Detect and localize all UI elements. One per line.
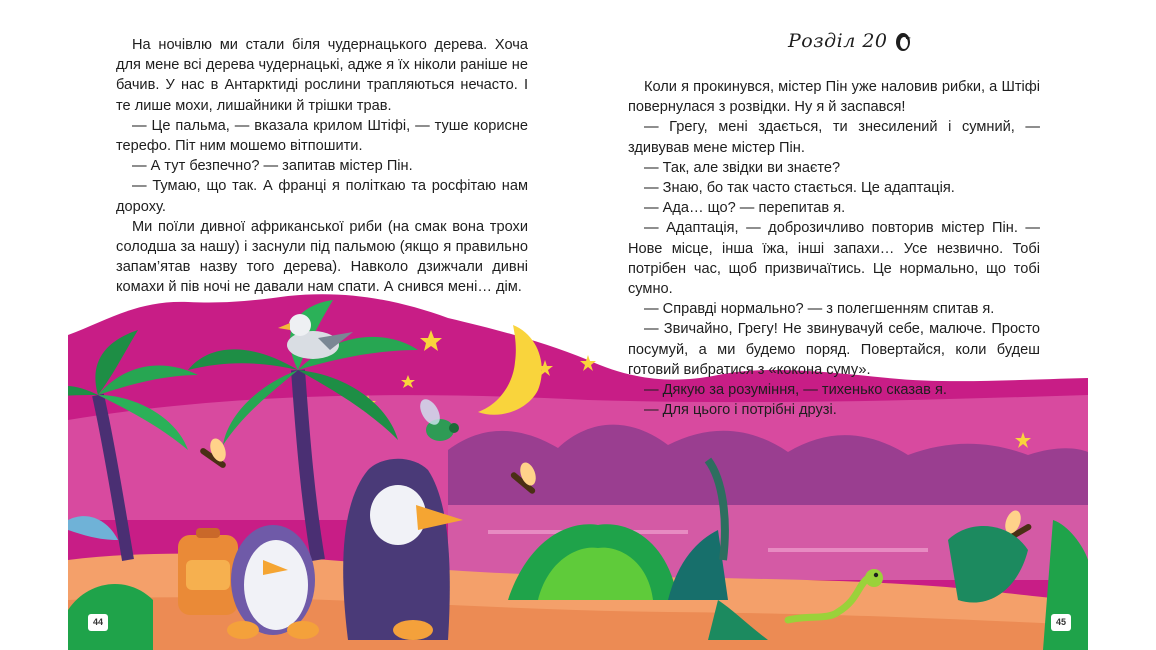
paragraph: — Звичайно, Грегу! Не звинувачуй себе, малюче. Просто посумуй, а ми будемо поряд. Повертайся, коли будеш готовий вибратися з «кокона суму». (628, 321, 1040, 378)
backpack-icon (178, 528, 238, 615)
paragraph: — Так, але звідки ви знаєте? (644, 159, 841, 176)
paragraph: — Знаю, бо так часто стається. Це адаптація. (644, 180, 955, 197)
page-number-right: 45 (1051, 614, 1071, 631)
paragraph: Ми поїли дивної африканської риби (на смак вона трохи солодша за нашу) і заснули під пальмою (якщо я правильно запам’ятав назву того дерева). Навколо дзижчали дивні комахи й пів ночі не давали нам спати. А снився мені… дім. (116, 218, 528, 296)
paragraph: — Справді нормально? — з полегшенням спитав я. (644, 301, 995, 318)
paragraph: — Дякую за розуміння, — тихенько сказав я. (644, 382, 947, 399)
paragraph: — А тут безпечно? — запитав містер Пін. (132, 158, 413, 175)
page-number-left: 44 (88, 614, 108, 631)
paragraph: — Грегу, мені здається, ти знесилений і сумний, — здивував мене містер Пін. (628, 119, 1040, 156)
book-spread (68, 0, 1088, 650)
right-page-text (628, 77, 1040, 420)
paragraph: — Ада… що? — перепитав я. (644, 200, 846, 217)
paragraph: На ночівлю ми стали біля чудернацького дерева. Хоча для мене всі дерева чудернацькі, адже я їх ніколи раніше не бачив. У нас в Антарктиді рослини трапляються нечасто. І те лише мохи, лишайники й трішки трав. (116, 37, 528, 114)
paragraph: Коли я прокинувся, містер Пін уже наловив рибки, а Штіфі повернулася з розвідки. Ну я й заспався! (628, 79, 1040, 116)
left-page-text (116, 35, 528, 298)
paragraph: — Тумаю, що так. А франці я політкаю та росфітаю нам дороху. (116, 178, 528, 215)
penguin-icon (894, 30, 912, 52)
chapter-title: Розділ 20 (788, 30, 888, 52)
paragraph: — Для цього і потрібні друзі. (644, 402, 837, 419)
chapter-heading (788, 30, 912, 52)
paragraph: — Адаптація, — доброзичливо повторив містер Пін. — Нове місце, інша їжа, інші запахи… Усе незвично. Тобі потрібен час, щоб призвичаїтись. Це нормально, що тобі сумно. (628, 220, 1040, 298)
paragraph: — Це пальма, — вказала крилом Штіфі, — туше корисне терефо. Піт ним мошемо вітпошити. (116, 117, 528, 155)
